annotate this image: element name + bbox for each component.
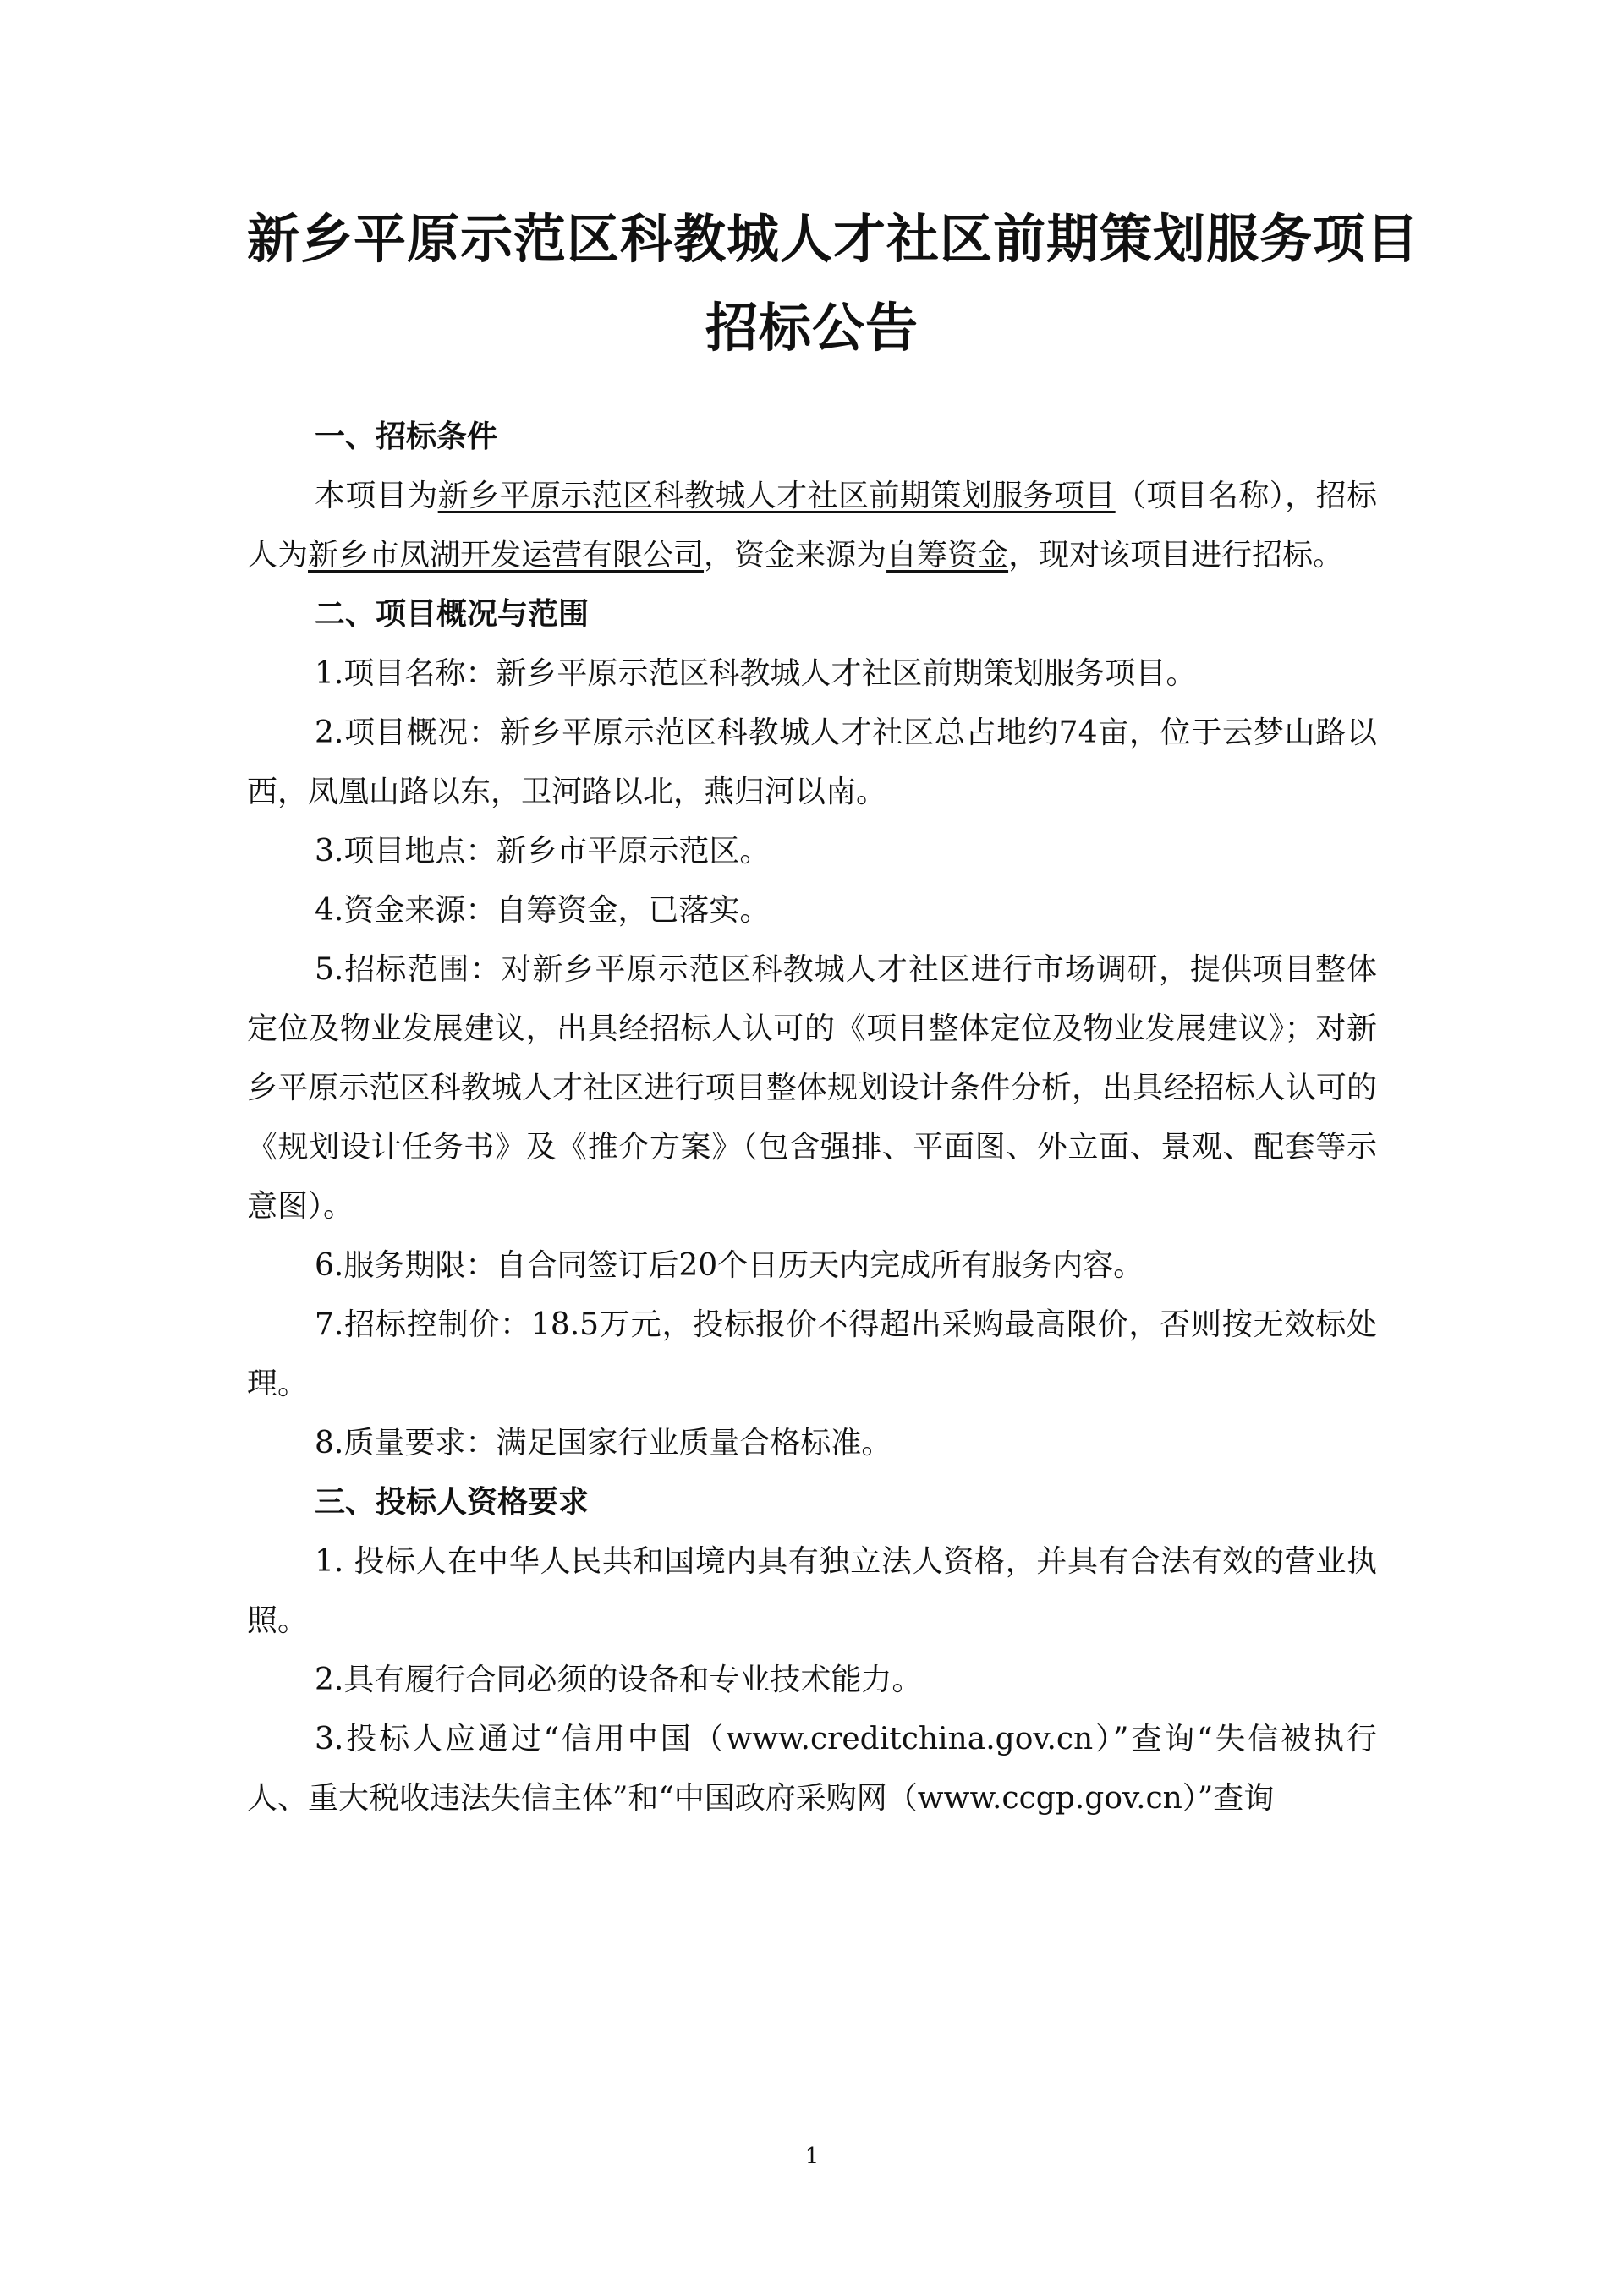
document-title-line1: 新乡平原示范区科教城人才社区前期策划服务项目 bbox=[247, 208, 1420, 270]
section2-item-4: 4.资金来源：自筹资金，已落实。 bbox=[315, 893, 771, 928]
section2-item-3: 3.项目地点：新乡市平原示范区。 bbox=[315, 834, 771, 869]
funding-underlined: 自筹资金 bbox=[886, 538, 1009, 573]
section2-item-8: 8.质量要求：满足国家行业质量合格标准。 bbox=[315, 1426, 892, 1460]
section2-heading: 二、项目概况与范围 bbox=[315, 597, 590, 632]
project-name-underlined: 新乡平原示范区科教城人才社区前期策划服务项目 bbox=[437, 479, 1116, 513]
document-body bbox=[247, 408, 1377, 1828]
tenderer-underlined: 新乡市凤湖开发运营有限公司 bbox=[308, 538, 705, 573]
section1-text-c: ，资金来源为 bbox=[704, 538, 887, 573]
section1-paragraph bbox=[247, 467, 1377, 585]
section3-heading: 三、投标人资格要求 bbox=[315, 1485, 590, 1520]
section2-item-7: 7.招标控制价：18.5万元，投标报价不得超出采购最高限价，否则按无效标处理。 bbox=[247, 1307, 1377, 1401]
document-page bbox=[247, 0, 1420, 1828]
section1-text-a: 本项目为 bbox=[315, 479, 438, 513]
page-number: 1 bbox=[804, 2144, 820, 2169]
section3-item-2: 2.具有履行合同必须的设备和专业技术能力。 bbox=[315, 1663, 923, 1697]
section2-item-1: 1.项目名称：新乡平原示范区科教城人才社区前期策划服务项目。 bbox=[315, 656, 1197, 691]
section1-text-b: （项目名称），招标人为 bbox=[247, 479, 1377, 573]
section1-heading: 一、招标条件 bbox=[315, 419, 498, 454]
section2-item-5: 5.招标范围：对新乡平原示范区科教城人才社区进行市场调研，提供项目整体定位及物业发展建议，出具经招标人认可的《项目整体定位及物业发展建议》；对新乡平原示范区科教城人才社区进行项目整体规划设计条件分析，出具经招标人认可的《规划设计任务书》及《推介方案》（包含强排、平面图、外立面、景观、配套等示意图）。 bbox=[247, 952, 1377, 1224]
section2-item-2: 2.项目概况：新乡平原示范区科教城人才社区总占地约74亩，位于云梦山路以西，凤凰山路以东，卫河路以北，燕归河以南。 bbox=[247, 715, 1377, 809]
section3-item-1: 1. 投标人在中华人民共和国境内具有独立法人资格，并具有合法有效的营业执照。 bbox=[247, 1544, 1377, 1638]
section1-text-d: ，现对该项目进行招标。 bbox=[1008, 538, 1344, 573]
section2-item-6: 6.服务期限：自合同签订后20个日历天内完成所有服务内容。 bbox=[315, 1248, 1144, 1283]
section3-item-3: 3.投标人应通过“信用中国（www.creditchina.gov.cn）”查询“失信被执行人、重大税收违法失信主体”和“中国政府采购网（www.ccgp.gov.cn）”查询 bbox=[247, 1722, 1377, 1816]
document-title-line2: 招标公告 bbox=[705, 297, 919, 359]
